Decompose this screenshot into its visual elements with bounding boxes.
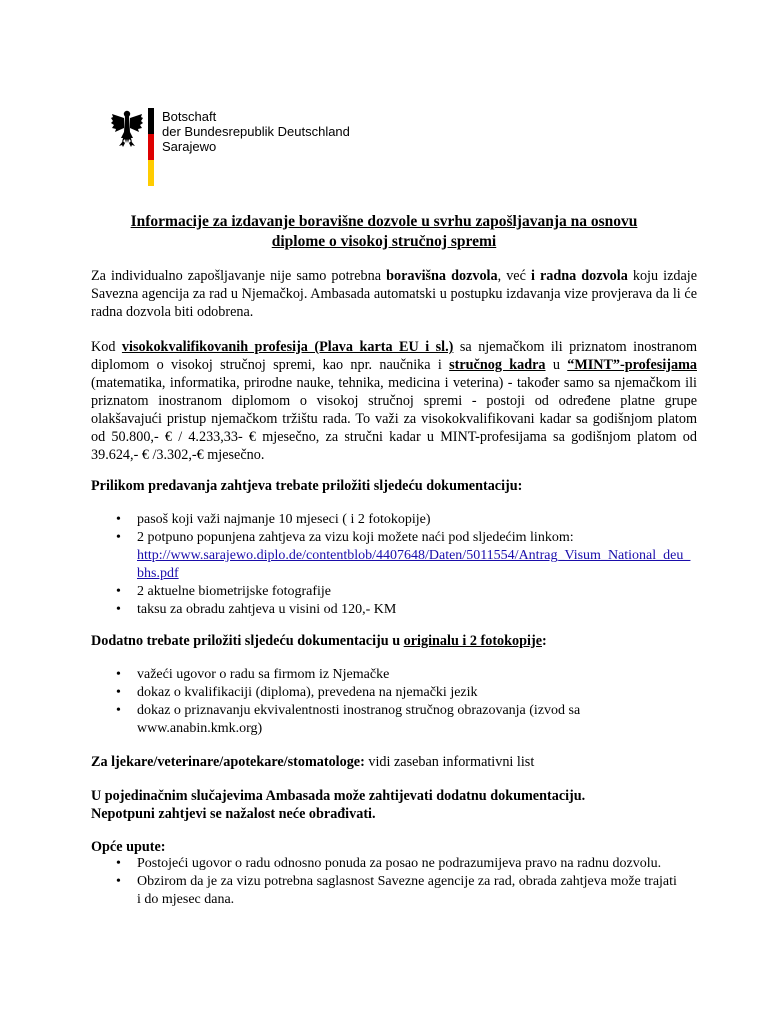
paragraph-additional-notice xyxy=(91,787,697,823)
text: Za individualno zapošljavanje nije samo potrebna xyxy=(91,268,387,284)
document-title xyxy=(82,212,686,252)
list-item: • taksu za obradu zahtjeva u visini od 120,- KM xyxy=(91,601,697,619)
bold-text: i radna dozvola xyxy=(530,268,628,284)
text: , već xyxy=(497,268,531,284)
underlined-text: originalu i 2 fotokopije xyxy=(403,633,542,649)
list-item: • pasoš koji važi najmanje 10 mjeseci ( i 2 fotokopije) xyxy=(91,511,697,529)
paragraph-medical-professions xyxy=(91,753,697,771)
title-line-1: Informacije za izdavanje boravišne dozvole u svrhu zapošljavanja na osnovu xyxy=(130,213,638,230)
text: vidi zaseban informativni list xyxy=(364,754,535,770)
list-item: • Postojeći ugovor o radu odnosno ponuda za posao ne podrazumijeva pravo na radnu dozvolu. xyxy=(91,855,681,873)
embassy-line-3: Sarajewo xyxy=(162,139,217,154)
bold-text: Za ljekare/veterinare/apotekare/stomatologe: xyxy=(91,754,365,770)
text: (matematika, informatika, prirodne nauke, tehnika, medicina i veterina) - također samo sa njemačkom ili priznatom inostranom diplomom o visokoj stručnoj spremi - postoji od određene platne grupe olakšavajući pristup njemačkom tržištu rada. To važi za visokokvalifikovani kadar sa godišnjom platom od 50.800,- € / 4.233,33- € mjesečno, za stručni kadar u MINT-profesijama sa godišnjom platom od 39.624,- € /3.302,-€ mjesečno. xyxy=(91,375,697,463)
list-item: • važeći ugovor o radu sa firmom iz Njemačke xyxy=(91,666,697,684)
list-item: • 2 aktuelne biometrijske fotografije xyxy=(91,583,697,601)
embassy-name xyxy=(162,109,350,154)
bold-underlined-text: stručnog kadra xyxy=(449,357,546,373)
bold-text: boravišna dozvola xyxy=(386,268,498,284)
heading-general-notes: Opće upute: xyxy=(91,839,166,855)
heading-original-documents xyxy=(91,632,697,650)
embassy-line-2: der Bundesrepublik Deutschland xyxy=(162,124,350,139)
heading-required-documents: Prilikom predavanja zahtjeva trebate priložiti sljedeću dokumentaciju: xyxy=(91,478,523,494)
text: Kod xyxy=(91,339,122,355)
paragraph-blue-card xyxy=(91,338,697,464)
federal-eagle-icon xyxy=(110,108,144,148)
list-item: • Obzirom da je za vizu potrebna saglasnost Savezne agencije za rad, obrada zahtjeva može trajati i do mjesec dana. xyxy=(91,873,681,909)
notice-line-1: U pojedinačnim slučajevima Ambasada može zahtijevati dodatnu dokumentaciju. xyxy=(91,788,586,804)
german-flag-bar xyxy=(148,108,154,186)
visa-application-link[interactable]: http://www.sarajewo.diplo.de/contentblob/4407648/Daten/5011554/Antrag_Visum_National_deu_bhs.pdf xyxy=(137,548,691,581)
notice-line-2: Nepotpuni zahtjevi se nažalost neće obrađivati. xyxy=(91,806,376,822)
list-item: • dokaz o kvalifikaciji (diploma), prevedena na njemački jezik xyxy=(91,684,697,702)
text: Dodatno trebate priložiti sljedeću dokumentaciju u xyxy=(91,633,404,649)
flag-stripe-gold xyxy=(148,160,154,186)
text: koju izdaje Savezna agencija za rad u Njemačkoj. Ambasada automatski u postupku izdavanja vize provjerava da li će radna dozvola biti odobrena. xyxy=(91,268,698,320)
list-item: • dokaz o priznavanju ekvivalentnosti inostranog stručnog obrazovanja (izvod sa www.anabin.kmk.org) xyxy=(91,702,697,738)
required-documents-list xyxy=(91,511,697,619)
list-item-text: 2 potpuno popunjena zahtjeva za vizu koji možete naći pod sljedećim linkom: xyxy=(137,530,574,545)
original-documents-list xyxy=(91,666,697,738)
title-line-2: diplome o visokoj stručnoj spremi xyxy=(271,233,497,250)
text: : xyxy=(542,633,547,649)
text: u xyxy=(545,357,568,373)
bold-underlined-text: “MINT”-profesijama xyxy=(567,357,697,373)
letterhead xyxy=(110,108,430,188)
general-notes-list xyxy=(91,855,681,909)
bold-underlined-text: visokokvalifikovanih profesija (Plava karta EU i sl.) xyxy=(121,339,454,355)
flag-stripe-red xyxy=(148,134,154,160)
list-item xyxy=(91,529,697,583)
embassy-line-1: Botschaft xyxy=(162,109,217,124)
text: sa njemačkom ili priznatom inostranom diplomom o visokoj stručnoj spremi, kao npr. naučnika i xyxy=(91,339,697,373)
flag-stripe-black xyxy=(148,108,154,134)
paragraph-work-permit xyxy=(91,267,697,321)
